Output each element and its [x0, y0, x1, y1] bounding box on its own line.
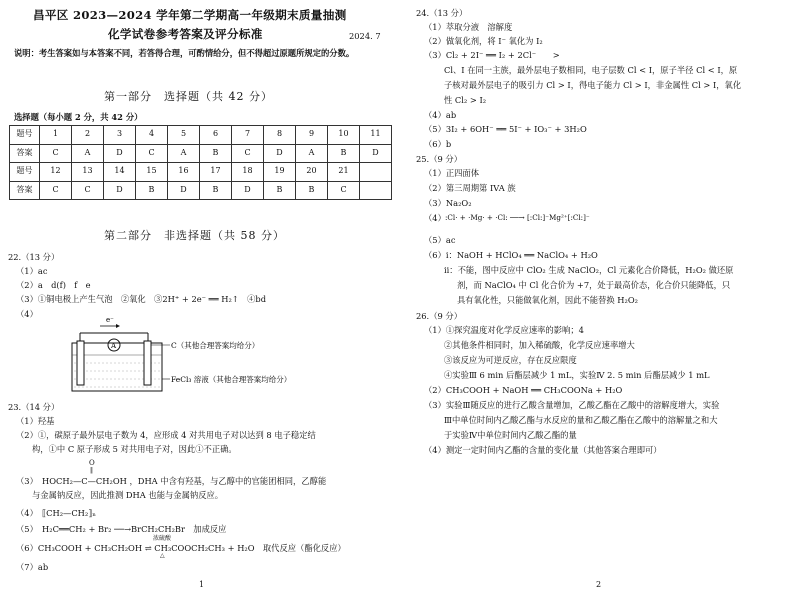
q24-answer-6: （6）b — [424, 139, 452, 149]
q24-answer-5: （5）3I₂ + 6OH⁻ ══ 5I⁻ + IO₃⁻ + 3H₂O — [424, 124, 587, 134]
galvanic-cell-diagram — [58, 313, 298, 403]
electrode-fe — [77, 341, 84, 385]
table-row-answer-2 — [10, 181, 392, 200]
table-cell: 15 — [136, 163, 168, 182]
q26-answer-3c: 于实验Ⅳ中单位时间内乙酸乙酯的量 — [444, 430, 577, 440]
q23-carbonyl-bond: ‖ — [90, 467, 93, 474]
table-cell — [360, 163, 392, 182]
electron-flow-arrowhead — [116, 324, 120, 328]
table-cell: 10 — [328, 126, 360, 145]
table-cell: B — [264, 181, 296, 200]
exam-date: 2024. 7 — [349, 31, 381, 41]
q23-answer-7: （7）ab — [16, 562, 49, 572]
table-cell: 13 — [72, 163, 104, 182]
q26-head: 26.（9 分） — [416, 311, 463, 321]
q26-answer-4: （4）测定一定时间内乙酯的含量的变化量（其他答案合理即可） — [424, 445, 662, 455]
q23-answer-4: （4） ⟦CH₂—CH₂⟧ₙ — [16, 508, 96, 518]
table-cell: B — [296, 181, 328, 200]
table-cell: C — [72, 181, 104, 200]
table-cell: 1 — [40, 126, 72, 145]
table-cell: 6 — [200, 126, 232, 145]
table-cell: C — [40, 181, 72, 200]
electrode-c-label: C（其他合理答案均给分） — [171, 341, 260, 350]
row-label: 答案 — [10, 181, 40, 200]
q23-carbonyl-o: O — [89, 459, 95, 467]
q23-answer-1: （1）羟基 — [16, 416, 55, 426]
q25-answer-4: （4） — [424, 213, 446, 223]
table-cell: 18 — [232, 163, 264, 182]
table-cell: D — [360, 144, 392, 163]
q26-answer-3a: （3）实验Ⅲ随反应的进行乙酸含量增加，乙酸乙酯在乙酸中的溶解度增大，实验 — [424, 400, 720, 410]
q24-answer-3d: 性 Cl₂ > I₂ — [444, 95, 487, 105]
row-label: 答案 — [10, 144, 40, 163]
table-cell: 3 — [104, 126, 136, 145]
q25-answer-6b: ii：不能，图中反应中 ClO₂ 生成 NaClO₂，Cl 元素化合价降低，H₂O₂ 做还原 — [444, 265, 734, 275]
q24-answer-1: （1）萃取分液 溶解度 — [424, 22, 513, 32]
q24-answer-4: （4）ab — [424, 110, 457, 120]
q23-answer-3b: 与金属钠反应，因此推测 DHA 也能与金属钠反应。 — [32, 490, 224, 500]
table-cell: C — [232, 144, 264, 163]
table-cell: B — [200, 181, 232, 200]
q25-answer-6a: （6）i：NaOH + HClO₄ ══ NaClO₄ + H₂O — [424, 250, 598, 260]
q23-answer-2a: （2）①，碳原子最外层电子数为 4，应形成 4 对共用电子对以达到 8 电子稳定结 — [16, 430, 316, 440]
page-title-line2: 化学试卷参考答案及评分标准 — [108, 27, 263, 41]
q26-answer-1: （1）①探究温度对化学反应速率的影响；4 — [424, 325, 584, 335]
q25-head: 25.（9 分） — [416, 154, 463, 164]
table-cell: 20 — [296, 163, 328, 182]
table-cell — [360, 181, 392, 200]
table-cell: 5 — [168, 126, 200, 145]
part1-subheading: 选择题（每小题 2 分，共 42 分） — [14, 112, 143, 122]
table-cell: C — [328, 181, 360, 200]
q26-answer-3b: Ⅲ中单位时间内乙酸乙酯与水反应的量和乙酸乙酯在乙酸中的溶解量之和大 — [444, 415, 718, 425]
table-cell: 4 — [136, 126, 168, 145]
q22-answer-4: （4） — [16, 309, 38, 319]
page-title-line1: 昌平区 2023—2024 学年第二学期高一年级期末质量抽测 — [33, 8, 347, 22]
table-cell: 7 — [232, 126, 264, 145]
q26-answer-1c: ③该反应为可逆反应，存在反应限度 — [444, 355, 577, 365]
q26-answer-1d: ④实验Ⅲ 6 min 后酯层减少 1 mL，实验Ⅳ 2. 5 min 后酯层减少 1 mL — [444, 370, 710, 380]
q26-answer-2: （2）CH₃COOH + NaOH ══ CH₃COONa + H₂O — [424, 385, 623, 395]
q22-answer-1: （1）ac — [16, 266, 48, 276]
table-cell: 19 — [264, 163, 296, 182]
q22-answer-3: （3）①铜电极上产生气泡 ②氧化 ③2H⁺ + 2e⁻ ══ H₂↑ ④bd — [16, 294, 267, 304]
table-cell: 12 — [40, 163, 72, 182]
table-cell: 9 — [296, 126, 328, 145]
row-label: 题号 — [10, 126, 40, 145]
q22-answer-2: （2）a d(f) f e — [16, 280, 91, 290]
answer-table — [9, 125, 392, 200]
answer-page-2 — [397, 0, 794, 595]
part1-heading: 第一部分 选择题（共 42 分） — [104, 90, 273, 103]
table-cell: B — [200, 144, 232, 163]
q24-answer-3b: Cl、I 在同一主族，最外层电子数相同，电子层数 Cl < I，原子半径 Cl < I，原 — [444, 65, 738, 75]
table-cell: D — [168, 181, 200, 200]
q25-answer-1: （1）正四面体 — [424, 168, 480, 178]
q25-answer-6c: 剂，而 NaClO₄ 中 Cl 化合价为 +7，处于最高价态，化合价只能降低，只 — [457, 280, 731, 290]
table-cell: C — [136, 144, 168, 163]
table-cell: 11 — [360, 126, 392, 145]
table-cell: C — [40, 144, 72, 163]
q25-answer-6d: 具有氧化性，只能做氧化剂，因此不能替换 H₂O₂ — [457, 295, 638, 305]
q24-answer-3c: 子核对最外层电子的吸引力 Cl > I，得电子能力 Cl > I，非金属性 Cl > I，氧化 — [444, 80, 742, 90]
table-row-question-1 — [10, 126, 392, 145]
page-number-2: 2 — [596, 580, 602, 589]
table-row-answer-1 — [10, 144, 392, 163]
table-cell: 16 — [168, 163, 200, 182]
row-label: 题号 — [10, 163, 40, 182]
electron-label: e⁻ — [106, 316, 114, 324]
table-cell: B — [136, 181, 168, 200]
q23-condition-top: 浓硫酸 — [153, 535, 172, 542]
q24-answer-3: （3）Cl₂ + 2I⁻ ══ I₂ + 2Cl⁻ > — [424, 50, 560, 60]
q23-answer-5: （5） H₂C══CH₂ + Br₂ ──→BrCH₂CH₂Br 加成反应 — [16, 524, 227, 534]
part2-heading: 第二部分 非选择题（共 58 分） — [104, 229, 285, 242]
q24-answer-2: （2）做氧化剂，将 I⁻ 氧化为 I₂ — [424, 36, 543, 46]
table-cell: 17 — [200, 163, 232, 182]
table-cell: D — [104, 144, 136, 163]
q26-answer-1b: ②其他条件相同时，加入稀硫酸，化学反应速率增大 — [444, 340, 635, 350]
table-cell: A — [168, 144, 200, 163]
q25-answer-5: （5）ac — [424, 235, 456, 245]
table-row-question-2 — [10, 163, 392, 182]
q23-head: 23.（14 分） — [8, 402, 60, 412]
q25-answer-2: （2）第三周期第 IVA 族 — [424, 183, 516, 193]
grading-note: 说明：考生答案如与本答案不同，若答得合理，可酌情给分，但不得超过原题所规定的分数。 — [14, 48, 355, 58]
page-number-1: 1 — [199, 580, 205, 589]
table-cell: B — [328, 144, 360, 163]
q22-head: 22.（13 分） — [8, 252, 60, 262]
q23-condition-bottom: △ — [160, 552, 165, 559]
table-cell: D — [104, 181, 136, 200]
table-cell: D — [264, 144, 296, 163]
table-cell: A — [296, 144, 328, 163]
table-cell: A — [72, 144, 104, 163]
q23-answer-3a: （3） HOCH₂—C—CH₂OH ，DHA 中含有羟基，与乙醇中的官能团相同，乙醇能 — [16, 476, 327, 486]
solution-label: FeCl₃ 溶液（其他合理答案均给分） — [171, 375, 292, 384]
q23-answer-6: （6）CH₃COOH + CH₃CH₂OH ⇌ CH₃COOCH₂CH₃ + H₂O 取代反应（酯化反应） — [16, 543, 346, 553]
electron-formula-mgcl2: :Cl· + ·Mg· + ·Cl: ──→ [:Cl:]⁻Mg²⁺[:Cl:]⁻ — [445, 213, 590, 222]
table-cell: 2 — [72, 126, 104, 145]
table-cell: D — [232, 181, 264, 200]
table-cell: 14 — [104, 163, 136, 182]
table-cell: 21 — [328, 163, 360, 182]
q24-head: 24.（13 分） — [416, 8, 468, 18]
table-cell: 8 — [264, 126, 296, 145]
electrode-c — [144, 341, 151, 385]
q25-answer-3: （3）Na₂O₂ — [424, 198, 472, 208]
ammeter-letter: A — [111, 342, 117, 350]
q23-answer-2b: 构，①中 C 原子形成 5 对共用电子对，因此①不正确。 — [32, 444, 237, 454]
